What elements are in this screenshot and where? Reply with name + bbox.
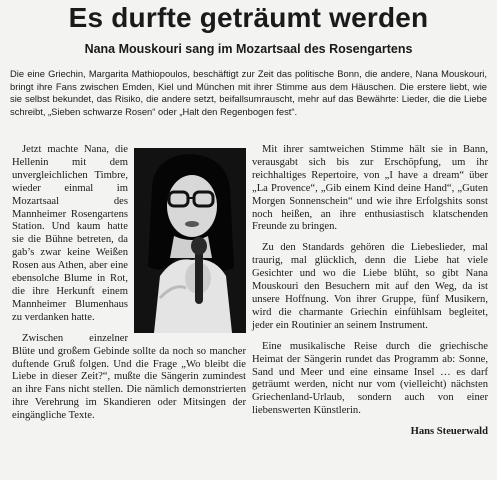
singer-portrait-image <box>134 148 246 333</box>
right-paragraph-2: Zu den Standards gehören die Liebeslieder, mal traurig, mal glücklich, denn die Liebe hat viele Gesichter und wo die Liebe blüht, so gibt Nana Mouskouri den Besuchern mit auf den Weg, da ist unsere Hoffnung. Von ihrer Gruppe, fünf Musikern, wird die charmante Griechin einfühlsam begleitet, jeder ein Routinier an seinem Instrument. <box>252 242 488 331</box>
article-subheadline: Nana Mouskouri sang im Mozartsaal des Rosengartens <box>84 42 413 56</box>
article-lead: Die eine Griechin, Margarita Mathiopoulos, beschäftigt zur Zeit das politische Bonn, die andere, Nana Mouskouri, bringt ihre Fans zwischen Emden, Kiel und München mit ihrer Stimme aus dem Häuschen. Die erstere liebt, wie sie selbst bekundet, das Risiko, die andere setzt, beifallsumrauscht, mehr auf das Bewährte: Lieder, die die Liebe schreibt, „Sieben schwarze Rosen“ oder „Halt den Regenbogen fest“. <box>10 68 487 117</box>
left-paragraph-2: Zwischen einzelner Blüte und großem Gebinde sollte da noch so mancher duftende Gruß folgen. Und die Frage „Wo bleibt die Liebe in dieser Zeit?“, mußte die Sängerin zumindest an ihre Fans nicht stellen. Die nämlich demonstrierten ihre Verehrung im Skandieren oder Mitsingen der eingängliche Texte. <box>12 332 246 422</box>
article-headline: Es durfte geträumt werden <box>68 2 429 33</box>
article-author: Hans Steuerwald <box>410 426 488 438</box>
singer-photo <box>134 148 246 333</box>
right-paragraph-1: Mit ihrer samtweichen Stimme hält sie in Bann, verausgabt sich bis zur Erschöpfung, um ihr reichhaltiges Repertoire, von „I have a dream“ über „La Provence“, „Gib einem Kind deine Hand“, „Guten Morgen Sonnenschein“ und wie ihre Erfolgshits sonst noch heißen, an ihre enthusiastisch klatschenden Freunde zu bringen. <box>252 144 488 233</box>
left-paragraph-1: Jetzt machte Nana, die Hellenin mit dem unvergleichlichen Timbre, wieder einmal im Mozartsaal des Mannheimer Rosengartens Station. Und kaum hatte sie die Bühne betreten, da gab’s zwar keine Weißen Rosen aus Athen, aber eine ebensolche Blume in Rot, die ihre Herkunft einem Mannheimer Blumenhaus zu verdanken hatte. <box>12 144 128 323</box>
right-column <box>252 144 488 439</box>
left-column <box>12 144 246 423</box>
right-paragraph-3: Eine musikalische Reise durch die griechische Heimat der Sängerin rundet das Programm ab: Sonne, Sand und Meer und eine einsame Insel … es darf geträumt werden, nicht nur vom (vielleicht) nächsten Griechenland-Urlaub, sondern auch von einer liebenswerten Künstlerin. <box>252 340 488 417</box>
